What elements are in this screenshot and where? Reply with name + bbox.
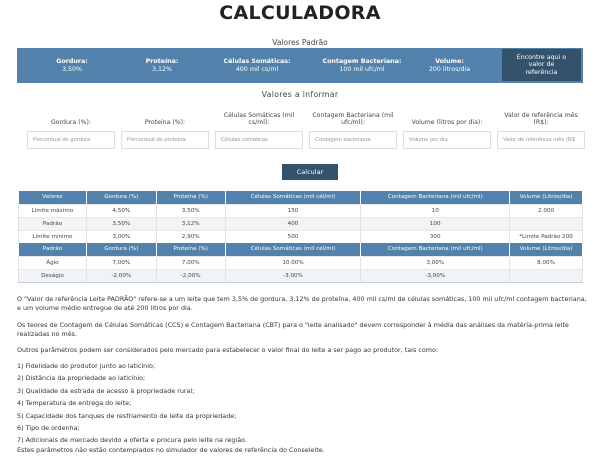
table-cell: 150	[225, 204, 361, 217]
reference-value-button-wrap	[500, 48, 583, 83]
field-celulas	[215, 112, 303, 149]
banner-value: 3,50%	[61, 65, 82, 73]
table-cell: *Limite Padrão 200	[510, 230, 583, 243]
table-cell: 500	[225, 230, 361, 243]
banner-label: Gordura:	[56, 57, 88, 65]
volume-input[interactable]	[403, 131, 491, 149]
table-header-row	[19, 243, 583, 256]
table-cell: -2,00%	[156, 269, 225, 282]
table-cell: 3,50%	[156, 204, 225, 217]
table-cell: 100	[361, 217, 510, 230]
celulas-somaticas-input[interactable]	[215, 131, 303, 149]
table-header-cell: Valores	[19, 191, 87, 204]
table-cell: 3,50%	[86, 217, 156, 230]
list-item: 7) Adicionais de mercado devido a oferta e procura pelo leite na região.	[17, 436, 247, 445]
field-label: Gordura (%):	[51, 119, 91, 126]
field-label: Volume (litros por dia):	[411, 119, 483, 126]
table-row	[19, 256, 583, 269]
page-title: CALCULADORA	[219, 2, 381, 24]
results-table	[18, 191, 583, 283]
table-header-cell: Proteína (%)	[156, 243, 225, 256]
other-parameters-list	[17, 360, 587, 447]
table-cell: 300	[361, 230, 510, 243]
banner-value: 400 mil cs/ml	[235, 65, 279, 73]
banner-item-gordura	[37, 58, 107, 74]
banner-value: 200 litros/dia	[428, 65, 471, 73]
table-row	[19, 204, 583, 217]
table-row	[19, 269, 583, 282]
table-cell: 10,00%	[225, 256, 361, 269]
table-header-cell: Contagem Bacteriana (mil ufc/ml)	[361, 191, 510, 204]
table-cell: 7,00%	[86, 256, 156, 269]
table-cell: 8,00%	[510, 256, 583, 269]
banner-label: Volume:	[435, 57, 464, 65]
field-valor-referencia	[497, 112, 585, 149]
default-values-heading: Valores Padrão	[272, 38, 328, 47]
table-cell: -3,00%	[225, 269, 361, 282]
list-item: 5) Capacidade dos tanques de resfriamento de leite da propriedade;	[17, 411, 237, 420]
list-item: 4) Temperatura de entrega do leite;	[17, 399, 132, 408]
banner-item-celulas	[212, 58, 302, 74]
proteina-input[interactable]	[121, 131, 209, 149]
list-item: 1) Fidelidade do produtor junto ao laticínio;	[17, 362, 156, 370]
info-paragraph-other-params: Outros parâmetros podem ser considerados pelo mercado para estabelecer o valor final do leite a ser pago ao produtor, tais como:	[17, 346, 439, 354]
table-cell: 10	[361, 204, 510, 217]
banner-label: Células Somáticas:	[223, 57, 291, 65]
table-cell: 3,00%	[361, 256, 510, 269]
table-cell: -2,00%	[86, 269, 156, 282]
table-header-cell: Contagem Bacteriana (mil ufc/ml)	[361, 243, 510, 256]
banner-label: Contagem Bacteriana:	[322, 57, 402, 65]
table-cell: 7,00%	[156, 256, 225, 269]
table-cell: 400	[225, 217, 361, 230]
table-cell	[510, 269, 583, 282]
table-header-cell: Gordura (%)	[86, 191, 156, 204]
table-cell: Deságio	[19, 269, 87, 282]
table-header-cell: Proteína (%)	[156, 191, 225, 204]
table-header-cell: Células Somáticas (mil cél/ml)	[225, 243, 361, 256]
banner-value: 3,12%	[151, 65, 172, 73]
table-cell: 2,90%	[156, 230, 225, 243]
field-proteina	[121, 112, 209, 149]
table-header-row	[19, 191, 583, 204]
info-paragraph-disclaimer: Estes parâmetros não estão contemplados no simulador de valores de referência do Conseleite.	[17, 446, 325, 454]
table-header-cell: Gordura (%)	[86, 243, 156, 256]
banner-item-volume	[412, 58, 487, 74]
table-cell: Limite máximo	[19, 204, 87, 217]
table-header-cell: Volume (Litros/dia)	[510, 191, 583, 204]
field-gordura	[27, 112, 115, 149]
banner-value: 100 mil ufc/ml	[339, 65, 385, 73]
list-item: 2) Distância da propriedade ao laticínio;	[17, 374, 146, 383]
table-cell: Limite mínimo	[19, 230, 87, 243]
table-row	[19, 230, 583, 243]
info-paragraph-ccs-cbt: Os teores de Contagem de Células Somáticas (CCS) e Contagem Bacteriana (CBT) para o "leite analisado" devem corresponder à média das análises da matéria-prima leite realizadas no mês.	[17, 321, 569, 339]
table-cell	[510, 217, 583, 230]
banner-item-contagem	[312, 58, 412, 74]
table-header-cell: Células Somáticas (mil cél/ml)	[225, 191, 361, 204]
gordura-input[interactable]	[27, 131, 115, 149]
find-reference-value-button[interactable]: Encontre aqui o valor de referência	[502, 49, 581, 81]
field-label: Contagem Bacteriana (mil ufc/ml):	[312, 112, 394, 126]
valor-referencia-input[interactable]	[497, 131, 585, 149]
table-header-cell: Volume (Litros/dia)	[510, 243, 583, 256]
field-label: Valor de referência mês (R$):	[504, 112, 578, 126]
list-item: 3) Qualidade da estrada de acesso à propriedade rural;	[17, 386, 195, 395]
field-label: Células Somáticas (mil cs/ml):	[223, 112, 295, 126]
input-section-title: Valores a informar	[261, 90, 339, 99]
banner-item-proteina	[127, 58, 197, 74]
banner-label: Proteína:	[145, 57, 179, 65]
field-volume	[403, 112, 491, 149]
table-cell: 2.000	[510, 204, 583, 217]
field-contagem	[309, 112, 397, 149]
table-cell: -3,00%	[361, 269, 510, 282]
table-cell: 3,12%	[156, 217, 225, 230]
table-cell: Padrão	[19, 217, 87, 230]
list-item: 6) Tipo de ordenha;	[17, 423, 80, 432]
table-cell: 4,50%	[86, 204, 156, 217]
table-row	[19, 217, 583, 230]
default-values-banner	[17, 48, 583, 83]
field-label: Proteína (%):	[144, 119, 186, 126]
info-paragraph-standard-milk: O "Valor de referência Leite PADRÃO" refere-se a um leite que tem 3,5% de gordura, 3,12% de proteína, 400 mil cs/ml de células somáticas, 100 mil ufc/ml contagem bacteriana, e um volume médio entregue de até 200 litros por dia.	[17, 295, 587, 313]
contagem-bacteriana-input[interactable]	[309, 131, 397, 149]
calculate-button[interactable]: Calcular	[282, 164, 338, 180]
table-header-cell: Padrão	[19, 243, 87, 256]
table-cell: 3,00%	[86, 230, 156, 243]
table-cell: Ágio	[19, 256, 87, 269]
